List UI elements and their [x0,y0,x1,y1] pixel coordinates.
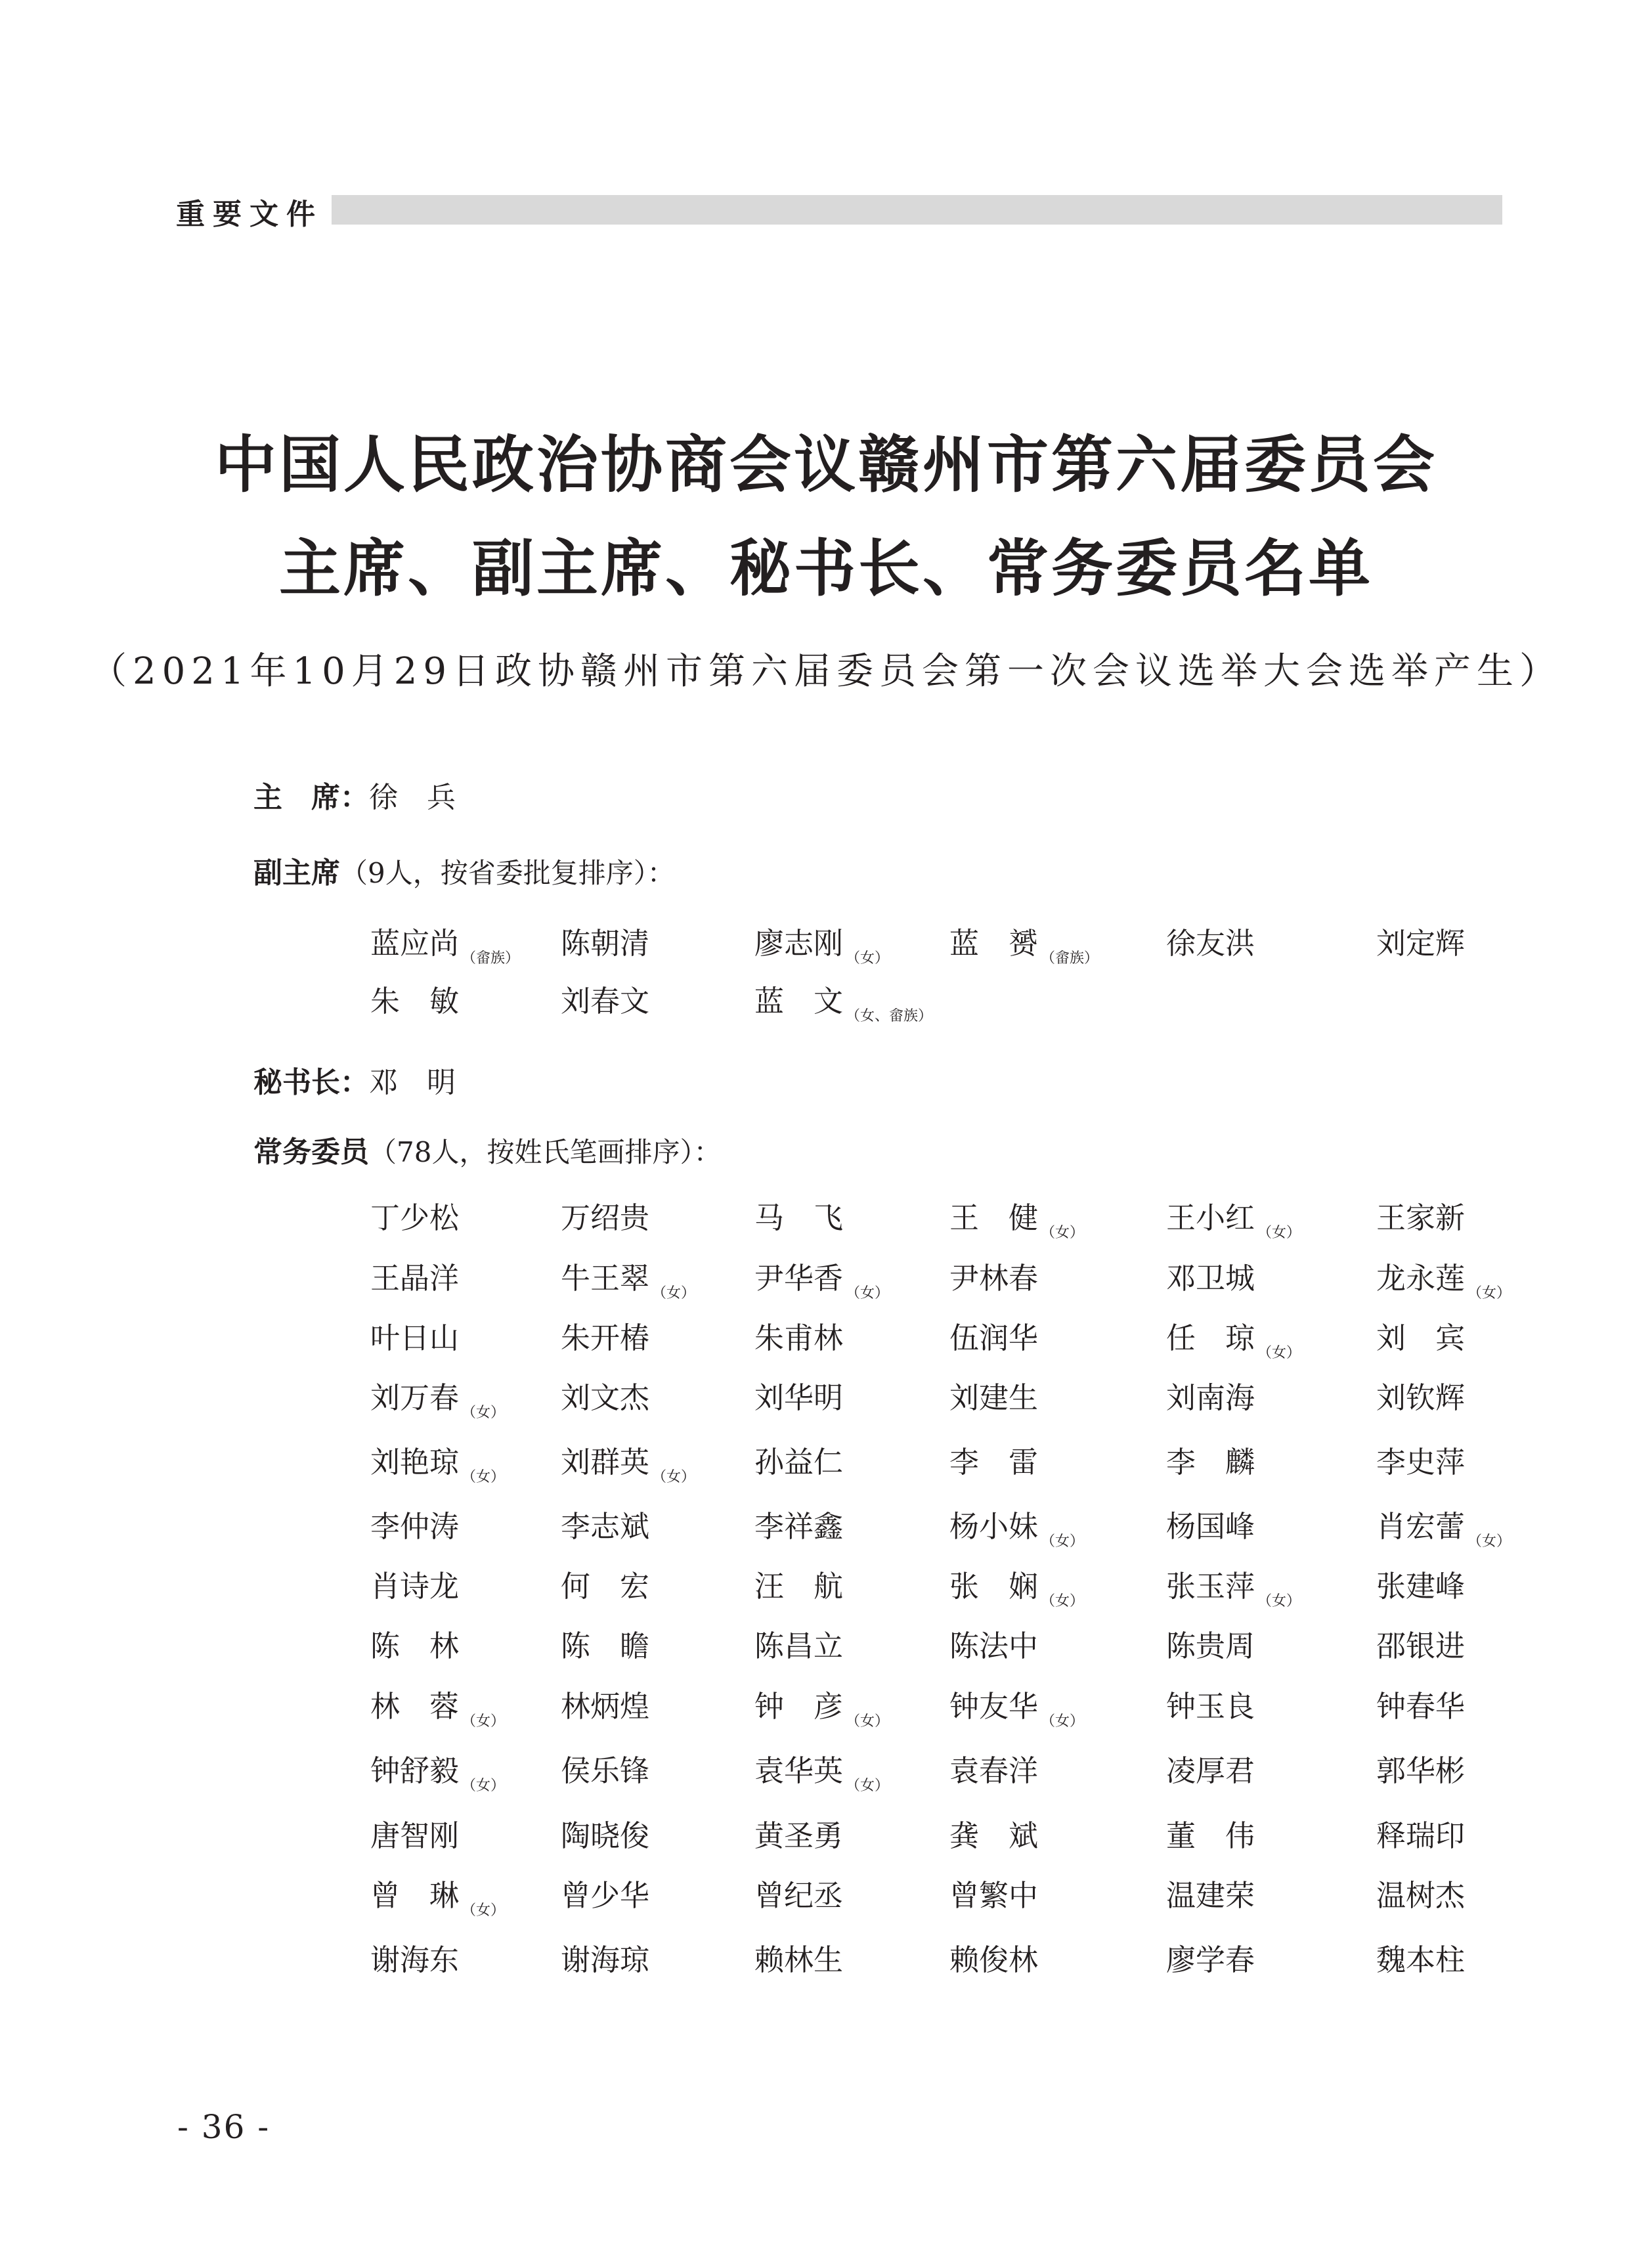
person-name: 李 雷 [949,1445,1039,1479]
person-name: 钟 彦 [754,1689,844,1724]
person-entry [754,1314,843,1357]
person-name: 叶日山 [370,1321,460,1355]
person-entry [1376,1622,1465,1665]
person-entry [949,1622,1038,1665]
person-entry [949,1314,1038,1357]
person-name: 刘万春 [370,1380,460,1415]
person-name: 张 娴 [949,1569,1039,1604]
person-name: 董 伟 [1166,1818,1255,1853]
person-entry [561,1682,649,1725]
person-entry [1166,1812,1255,1854]
person-entry [1166,1872,1255,1914]
person-name: 肖宏蕾 [1376,1509,1466,1544]
person-name: 牛王翠 [561,1261,650,1296]
person-name: 朱 敏 [370,984,460,1019]
person-entry [1376,1314,1465,1357]
person-entry [1166,1747,1255,1789]
person-name: 龙永莲 [1376,1261,1466,1296]
person-entry [1376,1374,1465,1416]
person-name: 龚 斌 [949,1818,1039,1853]
vice-chairmen-heading [253,849,675,891]
person-entry [1166,919,1255,962]
person-name: 蓝 文 [754,984,844,1019]
person-entry [754,1562,843,1605]
secretary-general-name: 邓 明 [369,1066,456,1099]
person-name: 李 麟 [1166,1445,1255,1479]
person-name: 刘艳琼 [370,1445,460,1479]
person-name: 赖林生 [754,1942,844,1977]
person-name: 蓝应尚 [370,926,460,961]
person-entry [370,1682,505,1730]
person-tag: （女） [1467,1533,1511,1550]
person-entry [1376,1502,1511,1550]
person-name: 钟玉良 [1166,1689,1255,1724]
person-name: 钟舒毅 [370,1753,460,1788]
person-name: 刘华明 [754,1380,844,1415]
person-name: 杨国峰 [1166,1509,1255,1544]
person-tag: （女、畲族） [846,1008,933,1024]
person-tag: （女） [1467,1285,1511,1302]
person-name: 谢海东 [370,1942,460,1977]
person-entry [754,1438,843,1481]
person-tag: （女） [846,1285,890,1302]
person-entry [949,1438,1038,1481]
person-name: 马 飞 [754,1200,844,1235]
person-name: 王家新 [1376,1200,1466,1235]
person-entry [561,1254,695,1302]
person-entry [1376,1682,1465,1725]
person-entry [1166,1194,1301,1242]
chairman-name: 徐 兵 [369,781,456,814]
vice-chairmen-label: 副主席 [253,856,340,890]
person-name: 王小红 [1166,1200,1255,1235]
person-tag: （女） [1041,1713,1085,1730]
person-name: 刘定辉 [1376,926,1466,961]
person-name: 张建峰 [1376,1569,1466,1604]
person-name: 蓝 赟 [949,926,1039,961]
person-entry [561,1438,695,1486]
secretary-general-line [253,1059,456,1101]
person-entry [561,919,649,962]
person-entry [561,1936,649,1979]
person-entry [370,1254,459,1297]
person-tag: （女） [846,1713,890,1730]
person-name: 王 健 [949,1200,1039,1235]
person-name: 李仲涛 [370,1509,460,1544]
person-entry [1166,1936,1255,1979]
person-entry [370,977,459,1020]
person-name: 魏本柱 [1376,1942,1466,1977]
person-name: 丁少松 [370,1200,460,1235]
person-name: 廖学春 [1166,1942,1255,1977]
person-name: 孙益仁 [754,1445,844,1479]
person-name: 陈昌立 [754,1629,844,1663]
person-entry [949,1936,1038,1979]
person-name: 曾纪丞 [754,1878,844,1913]
person-name: 凌厚君 [1166,1753,1255,1788]
person-name: 陈贵周 [1166,1629,1255,1663]
person-entry [561,1194,649,1237]
person-entry [949,1872,1038,1914]
standing-members-label: 常务委员 [253,1135,369,1169]
person-entry [1166,1254,1255,1297]
person-tag: （畲族） [1041,950,1099,967]
person-name: 温建荣 [1166,1878,1255,1913]
person-entry [1376,1254,1511,1302]
person-name: 刘南海 [1166,1380,1255,1415]
person-name: 曾繁中 [949,1878,1039,1913]
person-entry [754,1194,843,1237]
person-entry [370,1194,459,1237]
person-entry [561,1374,649,1416]
person-entry [949,919,1098,967]
person-entry [1166,1562,1301,1610]
person-entry [370,1438,505,1486]
standing-members-heading [253,1128,721,1170]
person-name: 谢海琼 [561,1942,650,1977]
person-name: 林炳煌 [561,1689,650,1724]
person-entry [754,1812,843,1854]
person-entry [754,1872,843,1914]
person-name: 伍润华 [949,1321,1039,1355]
person-name: 杨小妹 [949,1509,1039,1544]
person-entry [561,1314,649,1357]
person-entry [1376,1812,1465,1854]
person-entry [1376,919,1465,962]
person-name: 陈法中 [949,1629,1039,1663]
person-name: 释瑞印 [1376,1818,1466,1853]
person-name: 郭华彬 [1376,1753,1466,1788]
person-entry [949,1254,1038,1297]
person-name: 陶晓俊 [561,1818,650,1853]
person-entry [754,1682,889,1730]
vice-chairmen-note: （9人，按省委批复排序）： [340,857,675,889]
person-entry [561,1872,649,1914]
person-name: 刘建生 [949,1380,1039,1415]
person-entry [561,1562,649,1605]
person-entry [370,1936,459,1979]
person-name: 任 琼 [1166,1321,1255,1355]
header-bar [332,195,1502,225]
person-tag: （女） [462,1405,506,1421]
person-name: 刘钦辉 [1376,1380,1466,1415]
person-entry [754,1502,843,1545]
person-entry [754,1936,843,1979]
person-entry [1166,1502,1255,1545]
person-entry [949,1562,1084,1610]
person-name: 汪 航 [754,1569,844,1604]
person-entry [1376,1438,1465,1481]
person-name: 肖诗龙 [370,1569,460,1604]
person-tag: （女） [846,950,890,967]
person-tag: （畲族） [462,950,520,967]
person-name: 尹华香 [754,1261,844,1296]
person-tag: （女） [1257,1345,1301,1361]
document-title-line1: 中国人民政治协商会议赣州市第六届委员会 [214,429,1437,501]
person-entry [561,1622,649,1665]
person-name: 朱甫林 [754,1321,844,1355]
person-name: 李史萍 [1376,1445,1466,1479]
person-name: 刘春文 [561,984,650,1019]
person-name: 王晶洋 [370,1261,460,1296]
person-name: 黄圣勇 [754,1818,844,1853]
person-entry [1376,1562,1465,1605]
person-name: 刘文杰 [561,1380,650,1415]
person-name: 尹林春 [949,1261,1039,1296]
person-name: 侯乐锋 [561,1753,650,1788]
person-tag: （女） [462,1713,506,1730]
person-tag: （女） [1041,1533,1085,1550]
person-entry [561,977,649,1020]
person-entry [949,1747,1038,1789]
person-name: 张玉萍 [1166,1569,1255,1604]
person-entry [370,1314,459,1357]
person-entry [949,1194,1084,1242]
person-entry [1166,1438,1255,1481]
person-name: 曾少华 [561,1878,650,1913]
person-name: 刘 宾 [1376,1321,1466,1355]
person-name: 朱开椿 [561,1321,650,1355]
person-entry [561,1747,649,1789]
person-name: 邵银进 [1376,1629,1466,1663]
standing-members-note: （78人，按姓氏笔画排序）： [369,1136,722,1168]
person-entry [1166,1314,1301,1362]
person-entry [1376,1194,1465,1237]
person-name: 曾 琳 [370,1878,460,1913]
person-tag: （女） [846,1778,890,1794]
person-name: 徐友洪 [1166,926,1255,961]
person-name: 廖志刚 [754,926,844,961]
person-name: 钟春华 [1376,1689,1466,1724]
person-entry [949,1812,1038,1854]
person-tag: （女） [1041,1225,1085,1241]
person-name: 何 宏 [561,1569,650,1604]
document-subtitle: （2021年10月29日政协赣州市第六届委员会第一次会议选举大会选举产生） [89,650,1563,693]
chairman-label: 主 席： [253,781,369,814]
person-name: 陈 林 [370,1629,460,1663]
person-name: 钟友华 [949,1689,1039,1724]
person-name: 李志斌 [561,1509,650,1544]
person-tag: （女） [652,1469,696,1485]
person-entry [1376,1936,1465,1979]
person-name: 李祥鑫 [754,1509,844,1544]
person-tag: （女） [1257,1225,1301,1241]
person-entry [754,1374,843,1416]
person-entry [754,977,932,1025]
person-name: 温树杰 [1376,1878,1466,1913]
person-entry [1376,1747,1465,1789]
person-entry [561,1502,649,1545]
person-name: 唐智刚 [370,1818,460,1853]
person-name: 邓卫城 [1166,1261,1255,1296]
person-entry [949,1502,1084,1550]
person-entry [370,1562,459,1605]
person-entry [370,1812,459,1854]
person-entry [1166,1374,1255,1416]
secretary-general-label: 秘书长： [253,1066,369,1099]
person-entry [754,1747,889,1795]
person-entry [754,1622,843,1665]
person-name: 刘群英 [561,1445,650,1479]
person-tag: （女） [652,1285,696,1302]
person-name: 万绍贵 [561,1200,650,1235]
person-entry [1166,1622,1255,1665]
section-label: 重要文件 [176,198,323,231]
person-entry [370,1872,505,1919]
person-entry [370,1502,459,1545]
person-entry [949,1374,1038,1416]
person-name: 赖俊林 [949,1942,1039,1977]
person-entry [370,1747,505,1795]
person-tag: （女） [1257,1593,1301,1610]
person-name: 林 蓉 [370,1689,460,1724]
person-entry [370,1374,505,1422]
person-entry [754,1254,889,1302]
page-number: - 36 - [177,2108,271,2146]
person-tag: （女） [1041,1593,1085,1610]
person-name: 袁华英 [754,1753,844,1788]
person-entry [561,1812,649,1854]
person-name: 陈朝清 [561,926,650,961]
person-entry [370,1622,459,1665]
document-title-line2: 主席、副主席、秘书长、常务委员名单 [278,533,1373,605]
person-name: 陈 瞻 [561,1629,650,1663]
person-entry [754,919,889,967]
person-tag: （女） [462,1778,506,1794]
person-entry [1166,1682,1255,1725]
person-entry [1376,1872,1465,1914]
person-entry [949,1682,1084,1730]
person-tag: （女） [462,1902,506,1919]
person-tag: （女） [462,1469,506,1485]
chairman-line [253,774,456,816]
person-name: 袁春洋 [949,1753,1039,1788]
person-entry [370,919,519,967]
